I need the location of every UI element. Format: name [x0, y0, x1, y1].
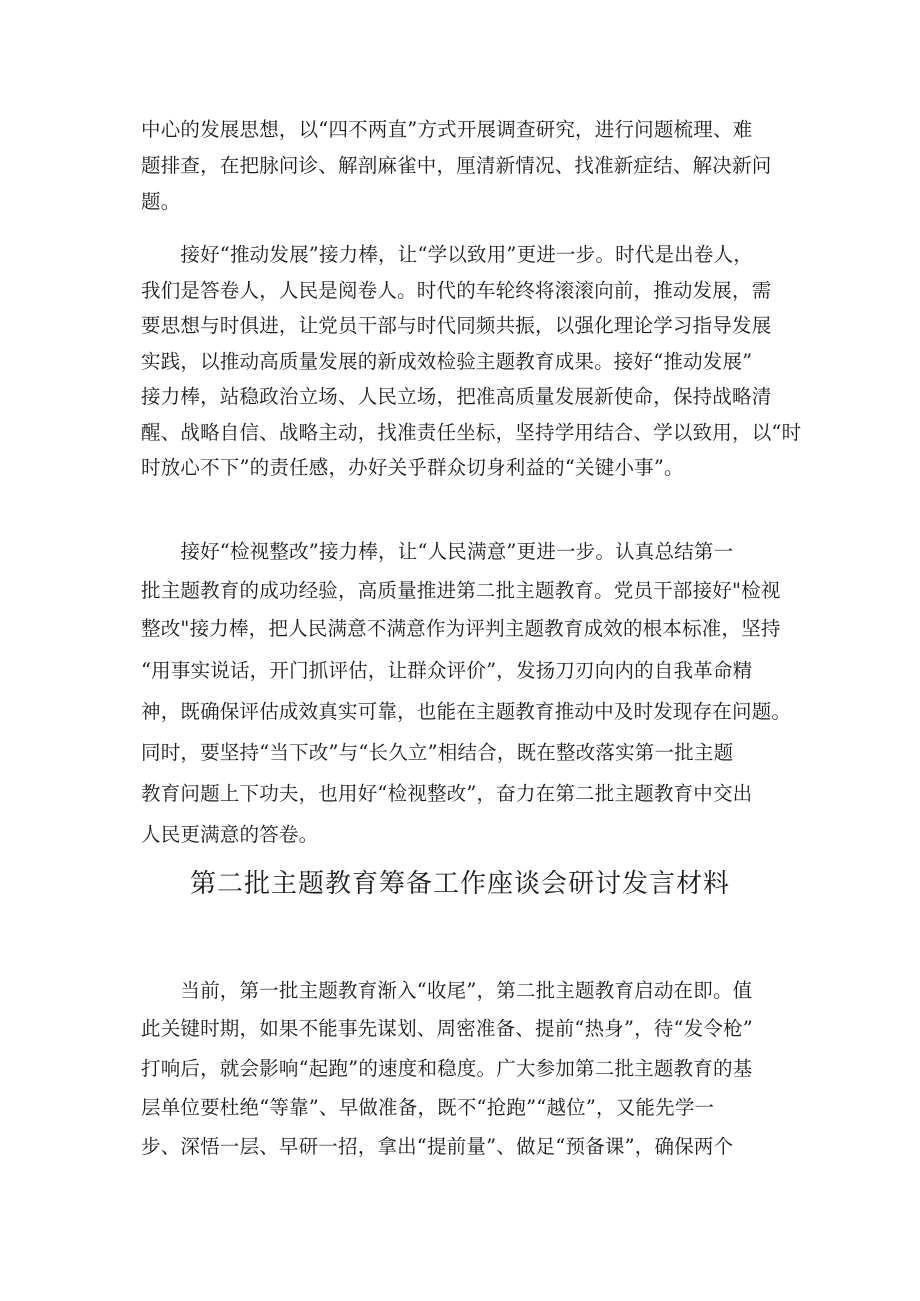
text-line: 要思想与时俱进，让党员干部与时代同频共振，以强化理论学习指导发展 — [141, 314, 772, 337]
text-line: 教育问题上下功夫，也用好“检视整改”，奋力在第二批主题教育中交出 — [141, 782, 753, 805]
text-line: 我们是答卷人，人民是阅卷人。时代的车轮终将滚滚向前，推动发展，需 — [141, 279, 772, 302]
text-line: 步、深悟一层、早研一招，拿出“提前量”、做足“预备课”，确保两个 — [141, 1135, 734, 1158]
text-line: 醒、战略自信、战略主动，找准责任坐标，坚持学用结合、学以致用，以“时 — [141, 421, 802, 444]
text-line: 接力棒，站稳政治立场、人民立场，把准高质量发展新使命，保持战略清 — [141, 385, 772, 408]
text-line: 此关键时期，如果不能事先谋划、周密准备、提前“热身”，待“发令枪” — [141, 1017, 753, 1040]
text-line: 中心的发展思想，以“四不两直”方式开展调查研究，进行问题梳理、难 — [141, 118, 753, 141]
text-line: 同时，要坚持“当下改”与“长久立”相结合，既在整改落实第一批主题 — [141, 741, 734, 764]
text-line: 时放心不下”的责任感，办好关乎群众切身利益的“关键小事”。 — [141, 456, 684, 479]
text-line: 实践，以推动高质量发展的新成效检验主题教育成果。接好“推动发展” — [141, 350, 753, 373]
text-line: 打响后，就会影响“起跑”的速度和稳度。广大参加第二批主题教育的基 — [141, 1057, 753, 1080]
text-line: 人民更满意的答卷。 — [141, 823, 319, 846]
text-line: 神，既确保评估成效真实可靠，也能在主题教育推动中及时发现存在问题。 — [141, 700, 792, 723]
text-line: 当前，第一批主题教育渐入“收尾”，第二批主题教育启动在即。值 — [141, 979, 753, 1002]
text-line: 批主题教育的成功经验，高质量推进第二批主题教育。党员干部接好"检视 — [141, 579, 781, 602]
text-line: 接好“检视整改”接力棒，让“人民满意”更进一步。认真总结第一 — [141, 540, 734, 563]
text-line: “用事实说话，开门抓评估，让群众评价”，发扬刀刃向内的自我革命精 — [141, 659, 753, 682]
text-line: 接好“推动发展”接力棒，让“学以致用”更进一步。时代是出卷人， — [141, 243, 753, 266]
text-line: 题排查，在把脉问诊、解剖麻雀中，厘清新情况、找准新症结、解决新问 — [141, 154, 772, 177]
text-line: 层单位要杜绝“等靠”、早做准备，既不“抢跑”“越位”，又能先学一 — [141, 1096, 715, 1119]
text-line: 整改"接力棒，把人民满意不满意作为评判主题教育成效的根本标准，坚持 — [141, 617, 781, 640]
document-title: 第二批主题教育筹备工作座谈会研讨发言材料 — [189, 869, 730, 899]
text-line: 题。 — [141, 190, 181, 213]
